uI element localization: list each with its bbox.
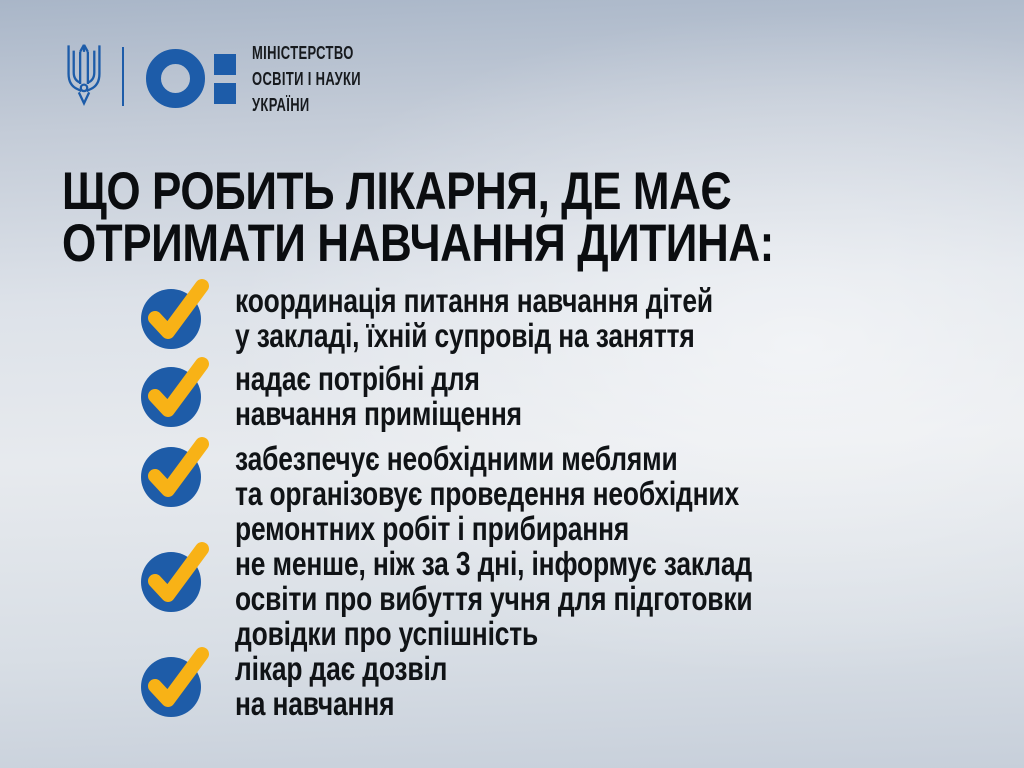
checklist-item — [140, 546, 882, 651]
check-icon — [140, 274, 212, 352]
checklist-item-line: довідки про успішність — [235, 615, 539, 652]
checklist-item — [140, 651, 882, 721]
checklist-item-line: координація питання навчання дітей — [235, 282, 713, 319]
checklist-item-line: лікар дає дозвіл — [235, 650, 448, 687]
check-icon — [140, 642, 212, 720]
checklist-item-line: ремонтних робіт і прибирання — [235, 510, 630, 547]
checklist-item-text — [235, 651, 447, 721]
checklist-item-line: освіти про вибуття учня для підготовки — [235, 580, 753, 617]
ukraine-trident-icon — [66, 44, 102, 106]
ministry-logomark-icon — [145, 47, 237, 109]
checklist-item-text — [235, 361, 522, 431]
ministry-name-line: МІНІСТЕРСТВО — [252, 43, 354, 63]
checklist-item-line: забезпечує необхідними меблями — [235, 440, 678, 477]
check-icon — [140, 432, 212, 510]
ministry-name-line: ОСВІТИ І НАУКИ — [252, 69, 361, 89]
checklist-item-line: у закладі, їхній супровід на заняття — [235, 317, 695, 354]
ministry-name-line: УКРАЇНИ — [252, 95, 310, 115]
checklist-item-line: навчання приміщення — [235, 395, 522, 432]
page-title — [62, 162, 920, 273]
checklist-item-line: на навчання — [235, 685, 395, 722]
page-title-line2: ОТРИМАТИ НАВЧАННЯ ДИТИНА: — [62, 214, 774, 273]
checklist-item — [140, 361, 882, 431]
checklist-item-line: не менше, ніж за 3 дні, інформує заклад — [235, 545, 753, 582]
check-icon — [140, 537, 212, 615]
checklist-item — [140, 441, 882, 546]
checklist-item-text — [235, 546, 752, 651]
checklist-item-text — [235, 441, 739, 546]
checklist — [140, 283, 882, 721]
ministry-name — [252, 40, 361, 118]
check-icon — [140, 352, 212, 430]
checklist-item-line: надає потрібні для — [235, 360, 480, 397]
page-title-line1: ЩО РОБИТЬ ЛІКАРНЯ, ДЕ МАЄ — [62, 162, 732, 221]
logo-divider — [122, 47, 124, 106]
checklist-item-line: та організовує проведення необхідних — [235, 475, 740, 512]
checklist-item-text — [235, 283, 713, 353]
checklist-item — [140, 283, 882, 353]
